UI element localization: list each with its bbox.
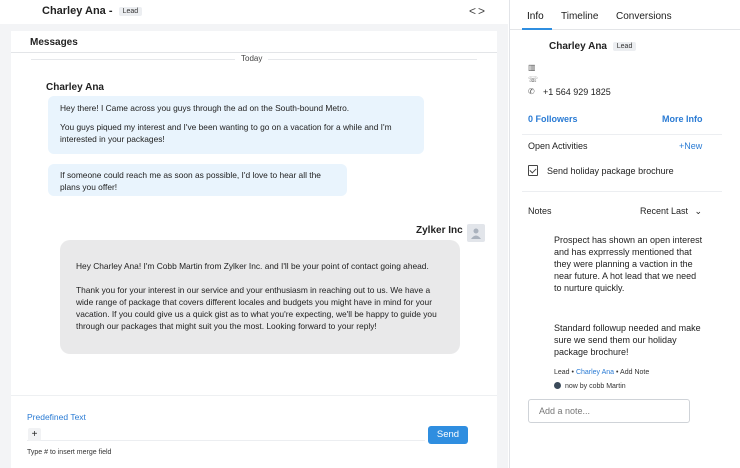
sidebar-contact-name	[549, 41, 636, 52]
more-info-link[interactable]: More Info	[662, 114, 703, 124]
contact-name: Charley Ana -	[42, 5, 113, 17]
company-icon: ▥	[528, 63, 536, 72]
note-meta-dot: •	[571, 369, 574, 376]
sidebar-name-text: Charley Ana	[549, 41, 607, 52]
messages-card	[11, 31, 497, 468]
predefined-text-link[interactable]: Predefined Text	[27, 412, 86, 422]
phone-icon: ✆	[528, 87, 535, 96]
add-note-link[interactable]: Add Note	[620, 369, 650, 376]
outgoing-message-bubble	[60, 240, 460, 354]
notes-title: Notes	[528, 206, 552, 216]
notes-sort-dropdown[interactable]	[640, 206, 702, 217]
lead-badge: Lead	[119, 7, 143, 16]
note-text: Standard followup needed and make sure we send them our holiday package brochure!	[554, 323, 701, 357]
divider	[522, 191, 722, 192]
record-header	[0, 0, 508, 24]
message-text: You guys piqued my interest and I've been wanting to go on a vacation for a while and I'm interested in your packages!	[60, 122, 392, 144]
outgoing-sender: Zylker Inc	[416, 225, 463, 236]
add-note-input[interactable]	[528, 399, 690, 423]
messages-title: Messages	[30, 37, 78, 48]
info-sidebar	[509, 0, 740, 468]
divider	[522, 134, 722, 135]
insert-button[interactable]: +	[28, 428, 41, 441]
note-text: Prospect has shown an open interest and has exprressly mentioned that they were planning a vaction in the near future. A hot lead that we need to nurture quickly.	[554, 235, 703, 293]
date-label: Today	[235, 54, 268, 63]
user-icon	[470, 227, 482, 239]
activity-item[interactable]: Send holiday package brochure	[547, 166, 674, 176]
record-nav-arrows[interactable]	[469, 4, 487, 18]
new-activity-button[interactable]: +New	[679, 141, 703, 151]
incoming-sender: Charley Ana	[46, 82, 104, 93]
note-timestamp	[554, 382, 626, 390]
clock-icon	[554, 382, 561, 389]
open-activities-label: Open Activities	[528, 141, 588, 151]
incoming-message-bubble	[48, 164, 347, 196]
fax-icon: ☏	[528, 75, 539, 84]
phone-number[interactable]: +1 564 929 1825	[543, 87, 611, 97]
avatar	[467, 224, 485, 242]
message-text: Thank you for your interest in our service and your enthusiasm in reaching out to us. We have a wide range of package that covers different locales and budgets you might have in mind for your vacation. If you could give us a quick gist as to what you're expecting, we'll be happy to guide you through our packages that might suit you the most. Looking forward to your reply!	[76, 285, 437, 331]
sidebar-tabs	[510, 0, 740, 30]
contact-title	[42, 5, 142, 17]
tab-timeline[interactable]: Timeline	[561, 11, 599, 22]
active-tab-indicator	[522, 28, 552, 30]
note-meta-type: Lead	[554, 369, 570, 376]
note-meta	[554, 369, 649, 376]
task-checkbox-icon[interactable]	[528, 165, 538, 176]
message-input[interactable]	[27, 427, 425, 441]
merge-field-hint: Type # to insert merge field	[27, 449, 112, 456]
lead-badge: Lead	[613, 42, 637, 51]
note-contact-link[interactable]: Charley Ana	[575, 369, 615, 376]
nav-arrows-label[interactable]: <>	[469, 4, 488, 18]
message-text: Hey there! I Came across you guys through the ad on the South-bound Metro.	[60, 103, 350, 113]
message-text: If someone could reach me as soon as possible, I'd love to hear all the plans you offer!	[60, 170, 321, 192]
notes-sort-label[interactable]: Recent Last	[640, 206, 689, 216]
note-time-text: now by cobb Martin	[564, 383, 626, 390]
tab-info[interactable]: Info	[527, 11, 544, 22]
chevron-down-icon[interactable]: ⌄	[694, 206, 703, 216]
messages-header	[11, 31, 497, 53]
send-button[interactable]: Send	[428, 426, 468, 444]
tab-conversions[interactable]: Conversions	[616, 11, 672, 22]
note-meta-dot: •	[616, 369, 619, 376]
date-divider	[11, 54, 497, 66]
message-composer	[11, 395, 497, 468]
message-text: Hey Charley Ana! I'm Cobb Martin from Zylker Inc. and I'll be your point of contact going ahead.	[76, 261, 429, 271]
incoming-message-bubble	[48, 96, 424, 154]
followers-link[interactable]: 0 Followers	[528, 114, 578, 124]
